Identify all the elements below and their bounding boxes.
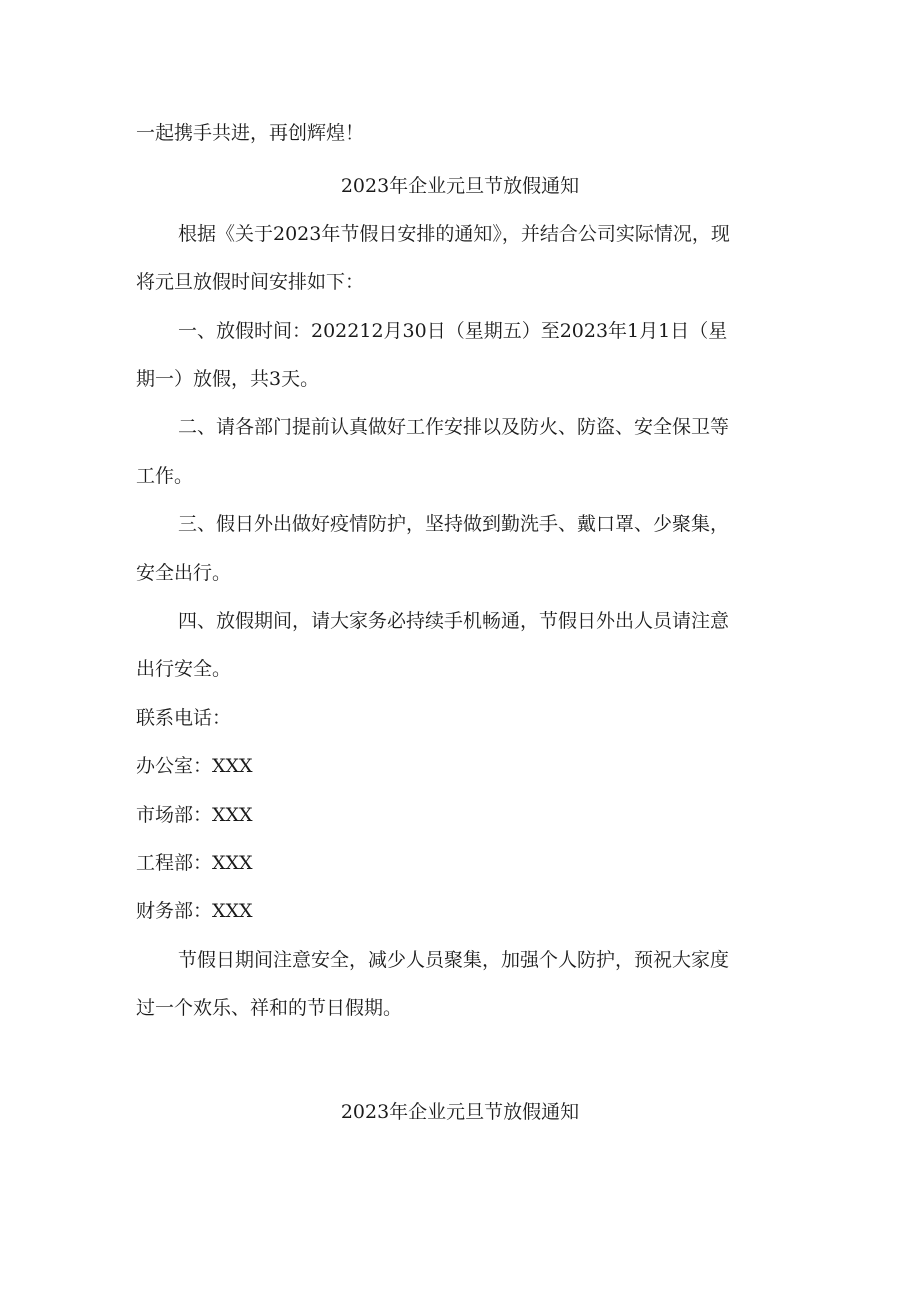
- contact-office: 办公室：XXX: [136, 755, 253, 777]
- next-notice-title: 2023年企业元旦节放假通知: [340, 1101, 580, 1123]
- item-2-line-2: 工作。: [136, 465, 194, 487]
- item-3-line-1: 三、假日外出做好疫情防护，坚持做到勤洗手、戴口罩、少聚集，: [178, 513, 730, 535]
- item-4-line-1: 四、放假期间，请大家务必持续手机畅通，节假日外出人员请注意: [178, 610, 730, 632]
- item-2-line-1: 二、请各部门提前认真做好工作安排以及防火、防盗、安全保卫等: [178, 416, 730, 438]
- closing-line-2: 过一个欢乐、祥和的节日假期。: [136, 997, 403, 1019]
- item-3-line-2: 安全出行。: [136, 562, 232, 584]
- item-1-line-1: 一、放假时间：202212月30日（星期五）至2023年1月1日（星: [178, 320, 728, 342]
- closing-line-1: 节假日期间注意安全，减少人员聚集，加强个人防护，预祝大家度: [178, 949, 730, 971]
- intro-line-2: 将元旦放假时间安排如下：: [136, 271, 365, 293]
- intro-line-1: 根据《关于2023年节假日安排的通知》，并结合公司实际情况，现: [178, 223, 730, 245]
- notice-title: 2023年企业元旦节放假通知: [340, 175, 580, 197]
- contact-heading: 联系电话：: [136, 707, 232, 729]
- contact-finance: 财务部：XXX: [136, 900, 253, 922]
- previous-closing-line: 一起携手共进，再创辉煌！: [136, 122, 365, 144]
- contact-engineering: 工程部：XXX: [136, 852, 253, 874]
- contact-marketing: 市场部：XXX: [136, 804, 253, 826]
- item-4-line-2: 出行安全。: [136, 658, 232, 680]
- item-1-line-2: 期一）放假，共3天。: [136, 368, 320, 390]
